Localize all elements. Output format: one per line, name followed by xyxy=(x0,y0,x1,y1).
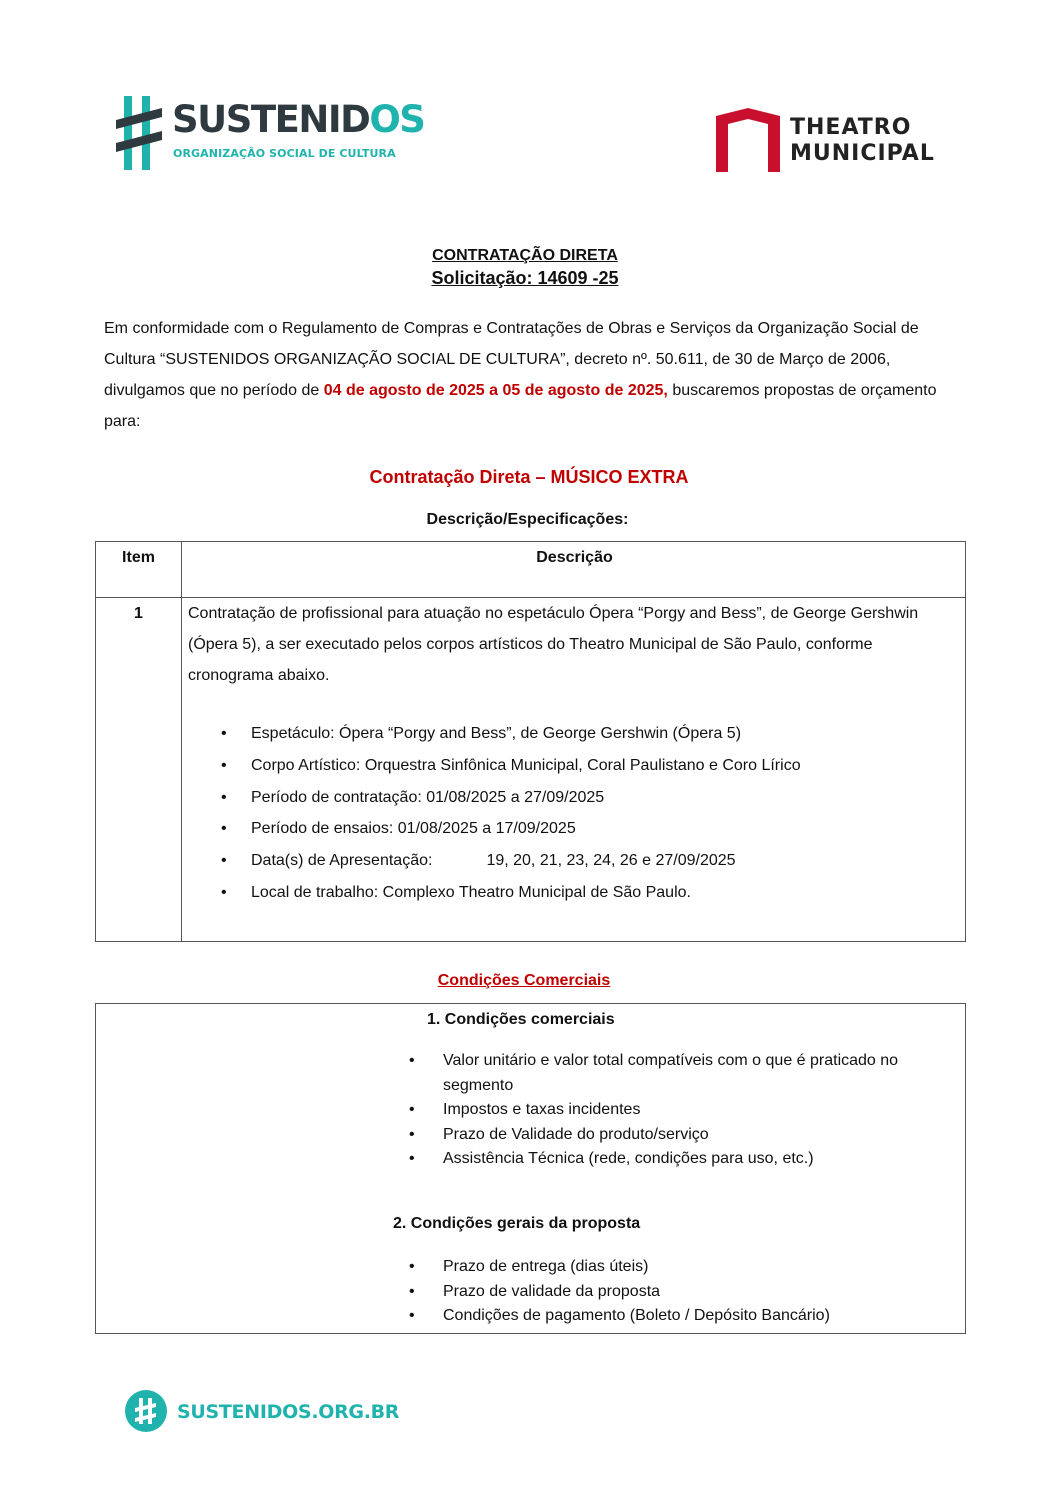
presentation-label: Data(s) de Apresentação: xyxy=(251,852,433,870)
table-header-item: Item xyxy=(122,549,155,566)
list-item: • Valor unitário e valor total compatíveis com o que é praticado no segmento xyxy=(406,1049,966,1098)
theatro-municipal-logo xyxy=(716,108,956,174)
description-table xyxy=(95,541,966,942)
list-item: • Impostos e taxas incidentes xyxy=(406,1098,966,1123)
request-number: Solicitação: 14609 -25 xyxy=(431,268,619,288)
sustenidos-hash-icon xyxy=(116,94,162,172)
sustenidos-circle-hash-icon xyxy=(125,1390,167,1432)
intro-text: Em conformidade com o Regulamento de Compras e Contratações de Obras e Serviços da Organização Social de Cultura “SUSTENIDOS ORGANIZAÇÃO SOCIAL DE CULTURA”, decreto nº. 50.611, de 30 de Março de 2006, divulgamos que no período de xyxy=(104,320,919,399)
list-item: • Prazo de Validade do produto/serviço xyxy=(406,1123,966,1148)
footer-url: SUSTENIDOS.ORG.BR xyxy=(177,1401,400,1423)
list-item: • Condições de pagamento (Boleto / Depósito Bancário) xyxy=(406,1304,966,1329)
commercial-conditions-list xyxy=(406,1049,966,1172)
list-item: • Local de trabalho: Complexo Theatro Municipal de São Paulo. xyxy=(188,877,801,909)
schedule-list xyxy=(188,718,801,909)
sustenidos-wordmark: SUSTENIDOS xyxy=(172,98,425,141)
general-conditions-list xyxy=(406,1255,966,1329)
list-item: • Período de contratação: 01/08/2025 a 27/09/2025 xyxy=(188,782,801,814)
list-item: • Assistência Técnica (rede, condições para uso, etc.) xyxy=(406,1147,966,1172)
theatro-line2: MUNICIPAL xyxy=(790,141,935,166)
list-item: • Prazo de entrega (dias úteis) xyxy=(406,1255,966,1280)
document-title: CONTRATAÇÃO DIRETA xyxy=(432,247,618,264)
conditions-table xyxy=(95,1003,966,1334)
list-item xyxy=(188,845,801,877)
spec-title: Descrição/Especificações: xyxy=(426,511,629,528)
conditions-heading-general: 2. Condições gerais da proposta xyxy=(393,1215,641,1232)
presentation-dates: 19, 20, 21, 23, 24, 26 e 27/09/2025 xyxy=(486,852,736,870)
table-item-description: Contratação de profissional para atuação no espetáculo Ópera “Porgy and Bess”, de George Gershwin (Ópera 5), a ser executado pelos corpos artísticos do Theatro Municipal de São Paulo, conforme cronograma abaixo. xyxy=(188,605,919,684)
list-item: • Prazo de validade da proposta xyxy=(406,1280,966,1305)
section-title: Contratação Direta – MÚSICO EXTRA xyxy=(369,467,689,487)
intro-text-end: buscaremos propostas de orçamento para: xyxy=(104,382,937,430)
table-column-divider xyxy=(181,542,182,941)
intro-period: 04 de agosto de 2025 a 05 de agosto de 2025, xyxy=(323,382,668,399)
table-item-number: 1 xyxy=(134,605,143,622)
table-header-description: Descrição xyxy=(536,549,613,566)
list-item: • Corpo Artístico: Orquestra Sinfônica Municipal, Coral Paulistano e Coro Lírico xyxy=(188,750,801,782)
sustenidos-subtitle: ORGANIZAÇÃO SOCIAL DE CULTURA xyxy=(173,147,396,160)
sustenidos-logo xyxy=(116,92,425,174)
list-item: • Período de ensaios: 01/08/2025 a 17/09/2025 xyxy=(188,813,801,845)
conditions-title: Condições Comerciais xyxy=(437,972,611,989)
intro-paragraph xyxy=(104,313,964,437)
footer-logo xyxy=(125,1390,400,1434)
theatro-line1: THEATRO xyxy=(790,115,912,140)
conditions-heading-commercial: 1. Condições comerciais xyxy=(427,1011,615,1028)
list-item: • Espetáculo: Ópera “Porgy and Bess”, de George Gershwin (Ópera 5) xyxy=(188,718,801,750)
theatro-arch-icon xyxy=(716,108,780,172)
